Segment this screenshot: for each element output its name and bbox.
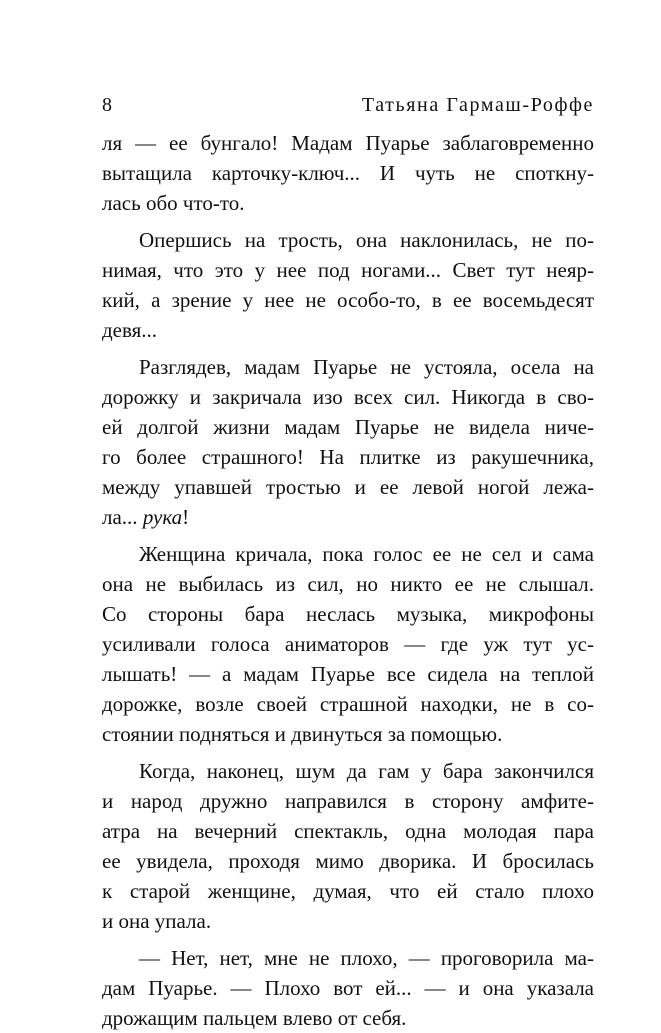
text-line xyxy=(102,502,594,532)
paragraph xyxy=(102,128,594,218)
text-line: ей долгой жизни мадам Пуарье не видела ниче- xyxy=(102,415,594,439)
text-line: Когда, наконец, шум да гам у бара закончился xyxy=(139,759,594,783)
text-line: стоянии подняться и двинуться за помощью. xyxy=(102,722,503,746)
text-line: лась обо что-то. xyxy=(102,191,245,215)
page-number: 8 xyxy=(102,94,112,116)
text-line: го более страшного! На плитке из ракушечника, xyxy=(102,445,594,469)
text-line: дорожку и закричала изо всех сил. Никогда в сво- xyxy=(102,385,594,409)
text-fragment: ла... xyxy=(102,505,143,529)
text-line: кий, а зрение у нее не особо-то, в ее восемьдесят xyxy=(102,288,594,312)
text-line: Опершись на трость, она наклонилась, не по- xyxy=(139,228,594,252)
text-line: дам Пуарье. — Плохо вот ей... — и она указала xyxy=(102,976,594,1000)
text-line: и она упала. xyxy=(102,909,212,933)
text-line: между упавшей тростью и ее левой ногой лежа- xyxy=(102,475,594,499)
text-line: ля — ее бунгало! Мадам Пуарье заблаговременно xyxy=(102,131,594,155)
text-fragment: ! xyxy=(182,505,190,529)
text-line: вытащила карточку-ключ... И чуть не споткну- xyxy=(102,161,594,185)
text-line: Со стороны бара неслась музыка, микрофоны xyxy=(102,602,594,626)
text-line: лышать! — а мадам Пуарье все сидела на теплой xyxy=(102,662,594,686)
text-line: Разглядев, мадам Пуарье не устояла, осела на xyxy=(139,355,594,379)
text-line: усиливали голоса аниматоров — где уж тут ус- xyxy=(102,632,594,656)
text-line: она не выбилась из сил, но никто ее не слышал. xyxy=(102,572,594,596)
text-line: девя... xyxy=(102,318,158,342)
running-head: Татьяна Гармаш-Роффе xyxy=(361,94,594,116)
body-text xyxy=(102,128,594,1033)
book-page xyxy=(102,90,594,1033)
text-line: ее увидела, проходя мимо дворика. И бросилась xyxy=(102,849,594,873)
text-line: и народ дружно направился в сторону амфите- xyxy=(102,789,594,813)
paragraph xyxy=(102,756,594,936)
page-header xyxy=(102,90,594,120)
paragraph xyxy=(102,943,594,1033)
italic-word: рука xyxy=(142,505,183,529)
text-line: Женщина кричала, пока голос ее не сел и сама xyxy=(139,542,594,566)
text-line: нимая, что это у нее под ногами... Свет тут неяр- xyxy=(102,258,594,282)
text-line: дрожащим пальцем влево от себя. xyxy=(102,1006,407,1030)
text-line: дорожке, возле своей страшной находки, не в со- xyxy=(102,692,594,716)
text-line: к старой женщине, думая, что ей стало плохо xyxy=(102,879,594,903)
paragraph xyxy=(102,352,594,532)
text-line: атра на вечерний спектакль, одна молодая пара xyxy=(102,819,594,843)
paragraph xyxy=(102,539,594,749)
paragraph xyxy=(102,225,594,345)
text-line: — Нет, нет, мне не плохо, — проговорила ма- xyxy=(139,946,594,970)
